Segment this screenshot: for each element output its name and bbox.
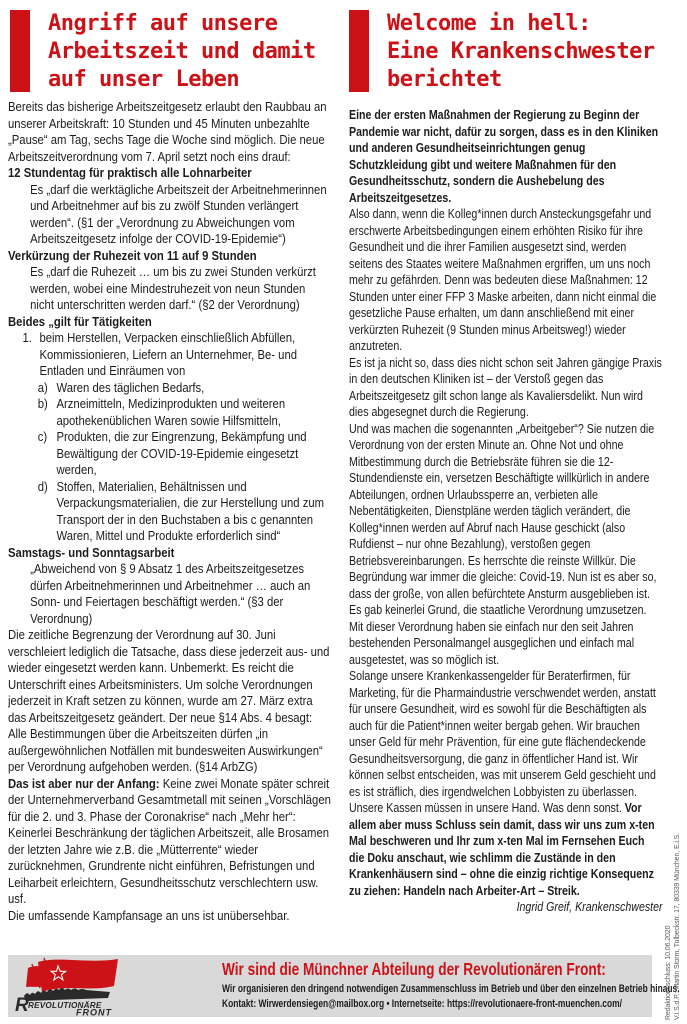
subheading [8, 545, 332, 562]
text-segment: „Abweichend von § 9 Absatz 1 des Arbeitszeitgesetzes dürfen Arbeitnehmerinnen und Arbeitnehmer … auch an Sonn- und Feiertagen beschäftigt werden.“ (§3 der Verordnung) [30, 561, 311, 626]
title-line: Welcome in hell: [387, 11, 591, 36]
logo-letter-r: R [15, 995, 29, 1016]
text-segment: Beides „gilt für Tätigkeiten [8, 313, 152, 329]
list-marker: 1. [22, 330, 32, 345]
subheading [8, 314, 332, 331]
list-marker: c) [37, 429, 48, 444]
text-segment: Arzneimitteln, Medizinprodukten und weiteren apothekenüblichen Waren sowie Hilfsmitteln, [56, 396, 286, 428]
subheading [8, 248, 332, 265]
text-segment: Bereits das bisherige Arbeitszeitgesetz erlaubt den Raubbau an unserer Arbeitskraft: 10 Stunden und 45 Minuten unbezahlte „Pause“ am Tag, sechs Tage die Woche sind möglich. Die neue Arbeitszeitverordnung vom 7. April setzt noch eins drauf: [8, 99, 327, 164]
imprint [664, 824, 682, 1020]
text-segment: Stoffen, Materialien, Behältnissen und Verpackungsmaterialien, die zur Herstellung und zum Transport der in den Buchstaben a bis c genannten Waren, Mittel und Produkte erforderlich sind“ [56, 478, 325, 543]
red-bar-right [349, 10, 369, 92]
right-article-header [349, 10, 655, 94]
bullet-separator: • [386, 998, 390, 1010]
text-segment: beim Herstellen, Verpacken einschließlich Abfüllen, Kommissionieren, Liefern an Unternehmer, Be- und Entladen und Einräumen von [39, 330, 298, 378]
text-segment: Und was machen die sogenannten „Arbeitgeber“? Sie nutzen die Verordnung von der ersten Minute an. Ohne Not und ohne Mitbestimmung durch die Betriebsräte führen sie die 12-Stundendienste ein, versetzen Beschäftigte willkürlich in andere Abteilungen, ordnen Urlaubssperre an, verbieten alle Nebentätigkeiten, Dienstpläne werden täglich verändert, die Kolleg*innen werden auf Abruf nach Hause geschickt (also Rufdienst – nur ohne Bezahlung), verstoßen gegen Betriebsvereinbarungen. Es herrschte die reinste Willkür. Die Begründung war immer die gleiche: Covid-19. Nun ist es aber so, dass der große, von allen befürchtete Ansturm ausgeblieben ist. Es gab keinerlei Grund, die staatliche Verordnung umzusetzen. Mit dieser Verordnung haben sie einfach nur den seit Jahren bestehenden Personalmangel ausgeglichen und einfach mal ausgetestet, was so möglich ist. [349, 420, 657, 667]
paragraph [8, 479, 332, 545]
paragraph [8, 776, 332, 908]
red-flag-icon [14, 956, 124, 1016]
text-segment: Verkürzung der Ruhezeit von 11 auf 9 Stunden [8, 247, 257, 263]
imprint-deadline: Redaktionsschluss: 10.06.2020 [665, 925, 672, 1020]
logo-word-front: FRONT [76, 1007, 112, 1016]
right-article-body [349, 107, 663, 952]
text-segment: Keine zwei Monate später schreit der Unternehmerverband Gesamtmetall mit seinen „Vorschlägen für die 2. und 3. Phase der Coronakrise“ nach „Mehr her“: Keinerlei Beschränkung der täglichen Arbeitszeit, alle Brosamen der letzten Jahre wie z.B. die „Mütterrente“ wieder zurücknehmen, Grundrente nicht einführen, Befristungen und Leiharbeit erleichtern, Gesundheitsschutz verschlechtern usw. usf. [8, 775, 331, 906]
list-marker: b) [37, 396, 48, 411]
text-segment: Es „darf die werktägliche Arbeitszeit der Arbeitnehmerinnen und Arbeitnehmer auf bis zu zwölf Stunden verlängert werden“. (§1 der „Verordnung zu Abweichungen vom Arbeitszeitgesetz infolge der COVID-19-Epidemie“) [30, 181, 327, 246]
footer-line1: Wir organisieren den dringend notwendigen Zusammenschluss im Betrieb und über den einzelnen Betrieb hinaus. [222, 983, 680, 995]
title-line: auf unser Leben [48, 67, 240, 92]
left-article-body [8, 99, 332, 947]
title-line: Angriff auf unsere [48, 11, 278, 36]
paragraph [8, 396, 332, 429]
contact-label: Kontakt: [222, 998, 257, 1010]
imprint-responsible: V.i.S.d.P.: Martin Storm, Tulbeckstr. 17, 80339 München, E.i.S. [674, 832, 681, 1020]
paragraph [349, 668, 663, 899]
text-segment: Die zeitliche Begrenzung der Verordnung auf 30. Juni verschleiert lediglich die Tatsache, dass diese jederzeit aus- und wieder eingesetzt werden kann. Unbemerkt. Es reicht die Unterschrift eines Arbeitsministers. Um solche Verordnungen jederzeit in Kraft setzen zu können, wurde am 27. März extra das Arbeitszeitgesetz geändert. Der neue §14 Abs. 4 besagt: Alle Bestimmungen über die Arbeitszeiten dürfen „in außergewöhnlichen Notfällen mit bundesweiten Auswirkungen“ per Verordnung aufgehoben werden. (§14 ArbZG) [8, 627, 330, 774]
title-line: Arbeitszeit und damit [48, 39, 316, 64]
text-segment: 12 Stundentag für praktisch alle Lohnarbeiter [8, 165, 252, 180]
red-bar-left [10, 10, 30, 92]
title-line: berichtet [387, 67, 502, 92]
paragraph [8, 380, 332, 397]
subheading [8, 165, 332, 182]
paragraph [349, 206, 663, 355]
text-segment: Es ist ja nicht so, dass dies nicht schon seit Jahren gängige Praxis in den deutschen Kliniken ist – der Verstoß gegen das Arbeitszeitgesetz gilt schon lange als Kavaliersdelikt. Nun wird dies abgesegnet durch die Regierung. [349, 354, 662, 419]
list-marker: d) [37, 478, 48, 494]
paragraph [8, 99, 332, 165]
logo-word-revolutionaere: REVOLUTIONÄRE [28, 1001, 102, 1010]
paragraph [8, 330, 332, 380]
text-segment: Es „darf die Ruhezeit … um bis zu zwei Stunden verkürzt werden, wobei eine Mindestruhezeit von neun Stunden nicht unterschritten werden darf.“ (§2 der Verordnung) [30, 264, 316, 312]
text-segment: Die umfassende Kampfansage an uns ist unübersehbar. [8, 907, 290, 923]
paragraph [349, 421, 663, 669]
list-marker: a) [37, 379, 48, 395]
right-article-title [387, 10, 655, 94]
text-segment: Also dann, wenn die Kolleg*innen durch Ansteckungsgefahr und erschwerte Arbeitsbedingungen einem erhöhten Risiko für ihre Gesundheit und die ihrer Familien ausgesetzt sind, werden seitens des Staates weitere Maßnahmen ergriffen, um uns noch mehr zu gefährden. Denn was bedeuten diese Maßnahmen: 12 Stunden unter einer FFP 3 Maske arbeiten, dann nicht einmal die gesetzliche Pause erhalten, um dann anschließend mit einer verkürzten Ruhezeit (9 Stunden minus Arbeitsweg!) wieder anzutreten. [349, 206, 657, 353]
paragraph [8, 264, 332, 314]
left-article-header [10, 10, 316, 94]
website-url: https://revolutionaere-front-muenchen.com/ [446, 998, 622, 1010]
revolutionaere-front-logo [14, 956, 124, 1016]
footer-heading: Wir sind die Münchner Abteilung der Revolutionären Front: [222, 959, 606, 979]
text-segment: Waren des täglichen Bedarfs, [56, 379, 205, 395]
text-segment: Ingrid Greif, Krankenschwester [516, 899, 663, 914]
paragraph [349, 355, 663, 421]
left-article-title [48, 10, 316, 94]
text-segment: Eine der ersten Maßnahmen der Regierung zu Beginn der Pandemie war nicht, dafür zu sorgen, dass es in den Kliniken und anderen Gesundheitseinrichtungen genug Schutzkleidung gibt und weitere Maßnahmen für den Gesundheitsschutz, sondern die Aushebelung des Arbeitszeitgesetzes. [349, 107, 659, 205]
footer-line2 [222, 997, 655, 1012]
paragraph [8, 627, 332, 776]
signature [349, 899, 663, 916]
title-line: Eine Krankenschwester [387, 39, 655, 64]
website-label: Internetseite: [391, 998, 445, 1010]
text-segment: Produkten, die zur Eingrenzung, Bekämpfung und Bewältigung der COVID-19-Epidemie eingesetzt werden, [56, 429, 307, 477]
paragraph [8, 908, 332, 925]
paragraph [8, 182, 332, 248]
contact-email: Wirwerdensiegen@mailbox.org [258, 998, 385, 1010]
text-segment: Solange unsere Krankenkassengelder für Beraterfirmen, für Marketing, für die Pharmaindustrie verschwendet werden, anstatt für unsere Gesundheit, wird es sowohl für die Beschäftigten als auch für die Patient*innen weiter bergab gehen. Wir brauchen unser Geld für mehr Prävention, für eine gute flächendeckende Gesundheitsversorgung, die ganz in öffentlicher Hand ist. Wir können selbst entscheiden, was mit unserem Geld geschieht und es ist sträflich, dies irgendwelchen Lobbyisten zu überlassen. Unsere Kassen müssen in unsere Hand. Was denn sonst. [349, 668, 656, 815]
text-segment: Vor allem aber muss Schluss sein damit, dass wir uns zum x-ten Mal beschweren und Ihr zum x-ten Mal im Fernsehen Euch die Doku anschaut, wie schlimm die Zustände in den Krankenhäusern sind – ohne die einzig richtige Konsequenz zu ziehen: Handeln nach Arbeiter-Art – Streik. [349, 800, 655, 898]
paragraph [8, 561, 332, 627]
paragraph [349, 107, 663, 206]
paragraph [8, 429, 332, 479]
text-segment: Das ist aber nur der Anfang: [8, 775, 163, 791]
text-segment: Samstags- und Sonntagsarbeit [8, 544, 175, 560]
